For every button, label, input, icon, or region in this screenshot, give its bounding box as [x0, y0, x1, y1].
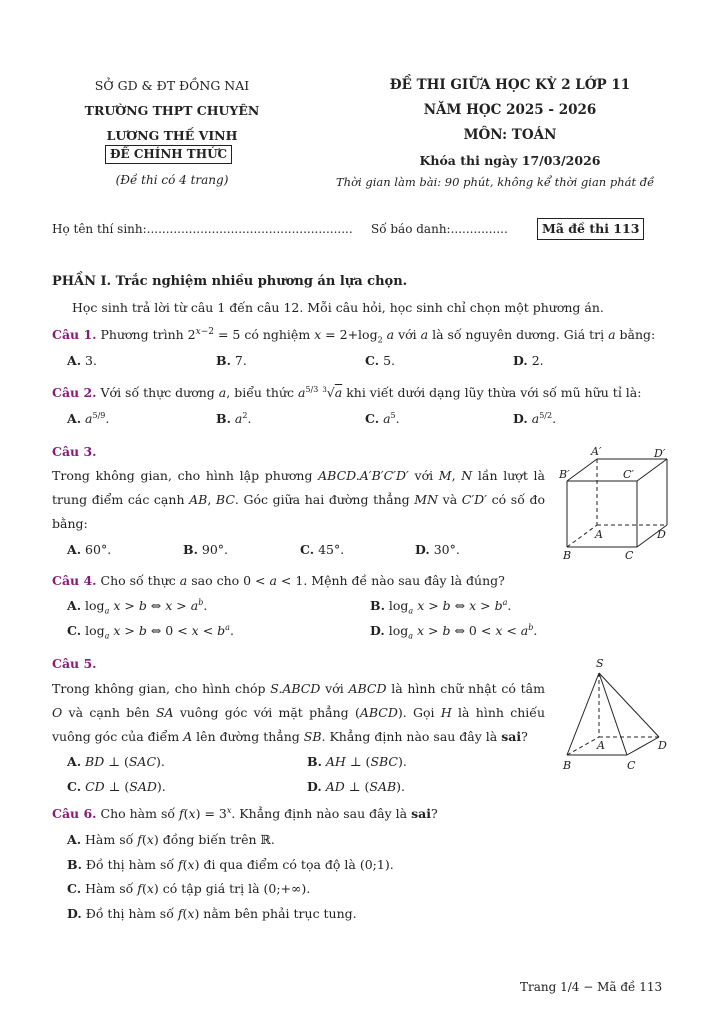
- student-name-field: Họ tên thí sinh:......................................................: [52, 222, 353, 236]
- exam-date: Khóa thi ngày 17/03/2026: [419, 153, 601, 168]
- q3-option-d[interactable]: D. 30°.: [415, 542, 460, 557]
- cube-label-a-prime: A′: [591, 445, 602, 458]
- cube-label-b-prime: B′: [559, 468, 570, 481]
- section-title: PHẦN I. Trắc nghiệm nhiều phương án lựa chọn.: [52, 274, 408, 289]
- header-left: [62, 73, 282, 148]
- q1-option-d[interactable]: D. 2.: [513, 353, 544, 368]
- q6-option-d[interactable]: D. Đồ thị hàm số f(x) nằm bên phải trục tung.: [67, 906, 357, 921]
- cube-label-c-prime: C′: [623, 468, 634, 481]
- q5-option-a[interactable]: A. BD ⊥ (SAC).: [67, 754, 165, 769]
- pyramid-label-s: S: [596, 657, 604, 670]
- subject: MÔN: TOÁN: [463, 127, 557, 143]
- cube-figure: [555, 443, 675, 568]
- student-id-field: Số báo danh:...............: [371, 222, 508, 236]
- question-5-text: Trong không gian, cho hình chóp S.ABCD với ABCD là hình chữ nhật có tâm O và cạnh bên SA vuông góc với mặt phẳng (ABCD). Gọi H là hình chiếu vuông góc của điểm A lên đường thẳng SB. Khẳng định nào sau đây là sai?: [52, 681, 545, 744]
- q2-option-c[interactable]: C. $a^5$.: [365, 411, 400, 427]
- cube-label-d: D: [657, 528, 666, 541]
- q4-option-c[interactable]: C. $\log_a x > b$ ⇔ $0 < x < b^a$.: [67, 623, 234, 641]
- q4-option-b[interactable]: B. $\log_a x > b$ ⇔ $x > b^a$.: [370, 598, 512, 616]
- question-3-text: Trong không gian, cho hình lập phương ABCD.A′B′C′D′ với M, N lần lượt là trung điểm các cạnh AB, BC. Góc giữa hai đường thẳng MN và C′D′ có số đo bằng:: [52, 468, 545, 531]
- official-badge: ĐỀ CHÍNH THỨC: [105, 145, 232, 164]
- q3-option-b[interactable]: B. 90°.: [183, 542, 229, 557]
- question-5-label: Câu 5.: [52, 656, 97, 671]
- question-1-label: Câu 1.: [52, 327, 97, 343]
- exam-title: ĐỀ THI GIỮA HỌC KỲ 2 LỚP 11: [389, 77, 631, 93]
- q1-option-c[interactable]: C. 5.: [365, 353, 396, 368]
- q2-option-b[interactable]: B. $a^2$.: [216, 411, 252, 427]
- q5-option-d[interactable]: D. AD ⊥ (SAB).: [307, 779, 406, 794]
- time-note: Thời gian làm bài: 90 phút, không kể thời gian phát đề: [336, 175, 655, 189]
- q5-option-c[interactable]: C. CD ⊥ (SAD).: [67, 779, 166, 794]
- q3-option-c[interactable]: C. 45°.: [300, 542, 345, 557]
- cube-label-b: B: [563, 549, 572, 562]
- school-name: TRƯỜNG THPT CHUYÊN: [84, 103, 260, 118]
- q6-option-a[interactable]: A. Hàm số f(x) đồng biến trên ℝ.: [67, 832, 275, 847]
- pyramid-label-c: C: [627, 759, 636, 772]
- question-4: Câu 4. Cho số thực a sao cho 0 < a < 1. Mệnh đề nào sau đây là đúng?: [52, 573, 505, 588]
- header-right: [330, 73, 690, 173]
- section-instruction: Học sinh trả lời từ câu 1 đến câu 12. Mỗi câu hỏi, học sinh chỉ chọn một phương án.: [72, 300, 604, 315]
- page-footer: Trang 1/4 − Mã đề 113: [520, 980, 663, 994]
- q4-option-d[interactable]: D. $\log_a x > b$ ⇔ $0 < x < a^b$.: [370, 623, 538, 641]
- q6-option-c[interactable]: C. Hàm số f(x) có tập giá trị là (0;+∞).: [67, 881, 311, 896]
- question-2: Câu 2. Với số thực dương a, biểu thức $a^{5/3}$ $^3$√a khi viết dưới dạng lũy thừa với số mũ hữu tỉ là:: [52, 385, 642, 401]
- q1-option-a[interactable]: A. 3.: [67, 353, 97, 368]
- pages-note: (Đề thi có 4 trang): [115, 173, 229, 187]
- q1-option-b[interactable]: B. 7.: [216, 353, 247, 368]
- question-3-label: Câu 3.: [52, 444, 97, 459]
- q6-option-b[interactable]: B. Đồ thị hàm số f(x) đi qua điểm có tọa độ là (0;1).: [67, 857, 394, 872]
- cube-label-d-prime: D′: [654, 447, 666, 460]
- q2-option-a[interactable]: A. $a^{5/9}$.: [67, 411, 110, 427]
- pyramid-label-a: A: [597, 739, 605, 752]
- school-year: NĂM HỌC 2025 - 2026: [423, 102, 597, 118]
- q5-option-b[interactable]: B. AH ⊥ (SBC).: [307, 754, 407, 769]
- q3-option-a[interactable]: A. 60°.: [67, 542, 112, 557]
- question-2-label: Câu 2.: [52, 385, 97, 401]
- q2-option-d[interactable]: D. $a^{5/2}$.: [513, 411, 557, 427]
- question-1: Câu 1. Phương trình $2^{x-2} = 5$ có nghiệm $x = 2+\log_2$ a với a là số nguyên dương. Giá trị a bằng:: [52, 327, 656, 345]
- question-4-label: Câu 4.: [52, 573, 97, 588]
- pyramid-figure: [555, 655, 680, 775]
- school-name-2: LƯƠNG THẾ VINH: [106, 128, 238, 143]
- department-name: SỞ GD & ĐT ĐỒNG NAI: [94, 78, 250, 93]
- pyramid-label-d: D: [658, 739, 667, 752]
- cube-label-a: A: [595, 528, 603, 541]
- q4-option-a[interactable]: A. $\log_a x > b$ ⇔ $x > a^b$.: [67, 598, 208, 616]
- question-6: Câu 6. Cho hàm số $f(x) = 3^x$. Khẳng định nào sau đây là sai?: [52, 806, 438, 822]
- pyramid-label-b: B: [563, 759, 572, 772]
- exam-code: Mã đề thi 113: [537, 218, 644, 240]
- cube-label-c: C: [625, 549, 634, 562]
- question-6-label: Câu 6.: [52, 806, 97, 822]
